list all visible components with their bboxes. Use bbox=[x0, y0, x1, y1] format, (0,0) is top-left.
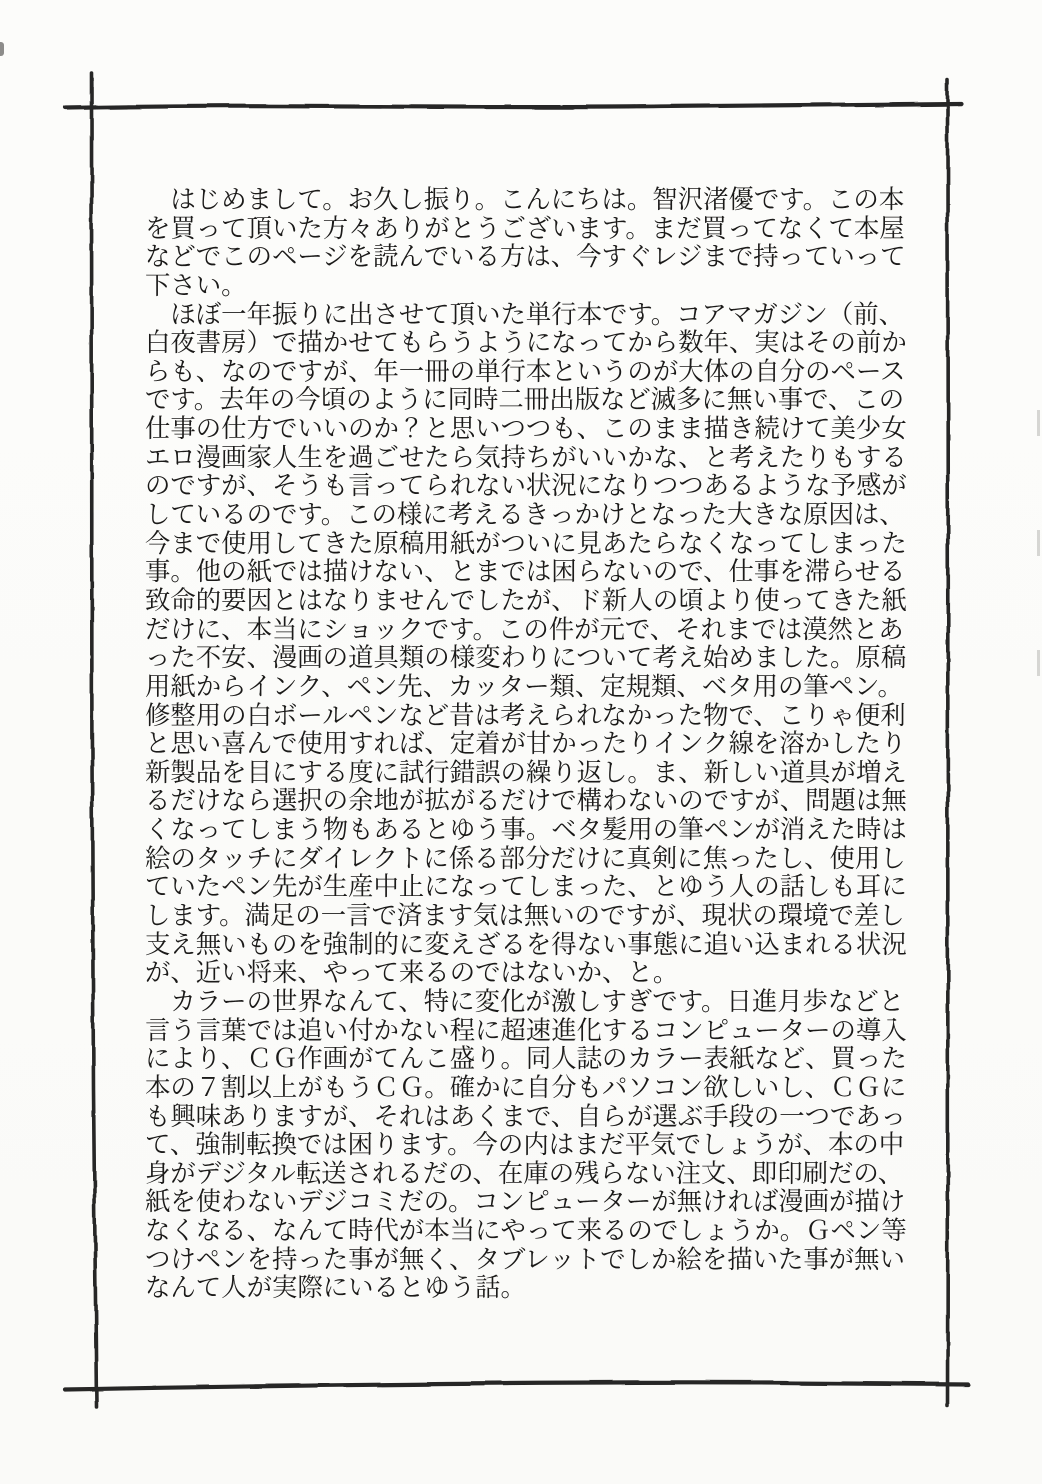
text-line: るだけなら選択の余地が拡がるだけで構わないのですが、問題は無 bbox=[145, 785, 907, 816]
text-line: 事。他の紙では描けない、とまでは困らないので、仕事を滞らせる bbox=[145, 556, 906, 587]
text-line: エロ漫画家人生を過ごせたら気持ちがいいかな、と考えたりもする bbox=[145, 441, 907, 472]
text-line: を買って頂いた方々ありがとうございます。まだ買ってなくて本屋 bbox=[145, 212, 905, 243]
frame-left-line bbox=[91, 73, 97, 1407]
text-line: ほぼ一年振りに出させて頂いた単行本です。コアマガジン（前、 bbox=[145, 298, 905, 329]
text-line: のですが、そうも言ってられない状況になりつつあるような予感が bbox=[145, 470, 907, 501]
text-line: らも、なのですが、年一冊の単行本というのが大体の自分のペース bbox=[145, 355, 906, 386]
text-line: だけに、本当にショックです。この件が元で、それまでは漠然とあ bbox=[145, 613, 904, 644]
text-line: 本の７割以上がもうＣＧ。確かに自分もパソコン欲しいし、ＣＧに bbox=[145, 1071, 907, 1102]
text-line: 新製品を目にする度に試行錯誤の繰り返し。ま、新しい道具が増え bbox=[145, 756, 907, 787]
text-line: 用紙からインク、ペン先、カッター類、定規類、ベタ用の筆ペン。 bbox=[145, 670, 903, 701]
scan-artifact-left-edge bbox=[0, 42, 4, 56]
text-line: はじめまして。お久し振り。こんにちは。智沢渚優です。この本 bbox=[145, 184, 905, 214]
text-line: ていたペン先が生産中止になってしまった、とゆう人の話しも耳に bbox=[145, 871, 907, 902]
text-line: と思い喜んで使用すれば、定着が甘かったりインク線を溶かしたり bbox=[145, 728, 907, 759]
text-line: 身がデジタル転送されるだの、在庫の残らない注文、即印刷だの、 bbox=[145, 1157, 904, 1188]
text-line: 致命的要因とはなりませんでしたが、ド新人の頃より使ってきた紙 bbox=[145, 584, 907, 615]
text-line: 仕事の仕方でいいのか？と思いつつも、このまま描き続けて美少女 bbox=[145, 413, 907, 444]
text-line: つけペンを持った事が無く、タブレットでしか絵を描いた事が無い bbox=[145, 1243, 905, 1274]
frame-top-line bbox=[66, 104, 961, 109]
text-line: った不安、漫画の道具類の様変わりについて考え始めました。原稿 bbox=[145, 642, 907, 673]
text-line: が、近い将来、やって来るのではないか、と。 bbox=[145, 957, 679, 988]
text-line: て、強制転換では困ります。今の内はまだ平気でしょうが、本の中 bbox=[145, 1129, 905, 1160]
text-line: 今まで使用してきた原稿用紙がついに見あたらなくなってしまった bbox=[145, 527, 907, 558]
text-line: 紙を使わないデジコミだの。コンピューターが無ければ漫画が描け bbox=[145, 1186, 906, 1217]
text-line: も興味ありますが、それはあくまで、自らが選ぶ手段の一つであっ bbox=[145, 1100, 906, 1131]
frame-bottom-line bbox=[65, 1383, 968, 1390]
text-line: 下さい。 bbox=[145, 269, 247, 300]
text-line: 白夜書房）で描かせてもらうようになってから数年、実はその前か bbox=[145, 327, 907, 358]
text-line: 絵のタッチにダイレクトに係る部分だけに真剣に焦ったし、使用し bbox=[145, 842, 906, 873]
scan-artifact-right-edge bbox=[1037, 410, 1040, 710]
text-line: なんて人が実際にいるとゆう話。 bbox=[145, 1272, 526, 1303]
text-line: しているのです。この様に考えるきっかけとなった大きな原因は、 bbox=[145, 499, 905, 530]
text-line: カラーの世界なんて、特に変化が激しすぎです。日進月歩などと bbox=[145, 985, 905, 1016]
text-line: 支え無いものを強制的に変えざるを得ない事態に追い込まれる状況 bbox=[145, 928, 907, 959]
text-line: です。去年の今頃のように同時二冊出版など滅多に無い事で、この bbox=[145, 384, 905, 415]
text-line: により、ＣＧ作画がてんこ盛り。同人誌のカラー表紙など、買った bbox=[145, 1043, 907, 1074]
text-line: 修整用の白ボールペンなど昔は考えられなかった物で、こりゃ便利 bbox=[145, 699, 906, 730]
text-line: なくなる、なんて時代が本当にやって来るのでしょうか。Ｇペン等 bbox=[145, 1215, 907, 1246]
text-line: などでこのページを読んでいる方は、今すぐレジまで持っていって bbox=[145, 241, 906, 272]
text-line: 言う言葉では追い付かない程に超速進化するコンピューターの導入 bbox=[145, 1014, 907, 1045]
text-line: くなってしまう物もあるとゆう事。ベタ髪用の筆ペンが消えた時は bbox=[145, 814, 907, 845]
frame-right-line bbox=[947, 80, 949, 1406]
afterword-text-block bbox=[145, 185, 945, 1302]
text-line: します。満足の一言で済ます気は無いのですが、現状の環境で差し bbox=[145, 900, 905, 931]
